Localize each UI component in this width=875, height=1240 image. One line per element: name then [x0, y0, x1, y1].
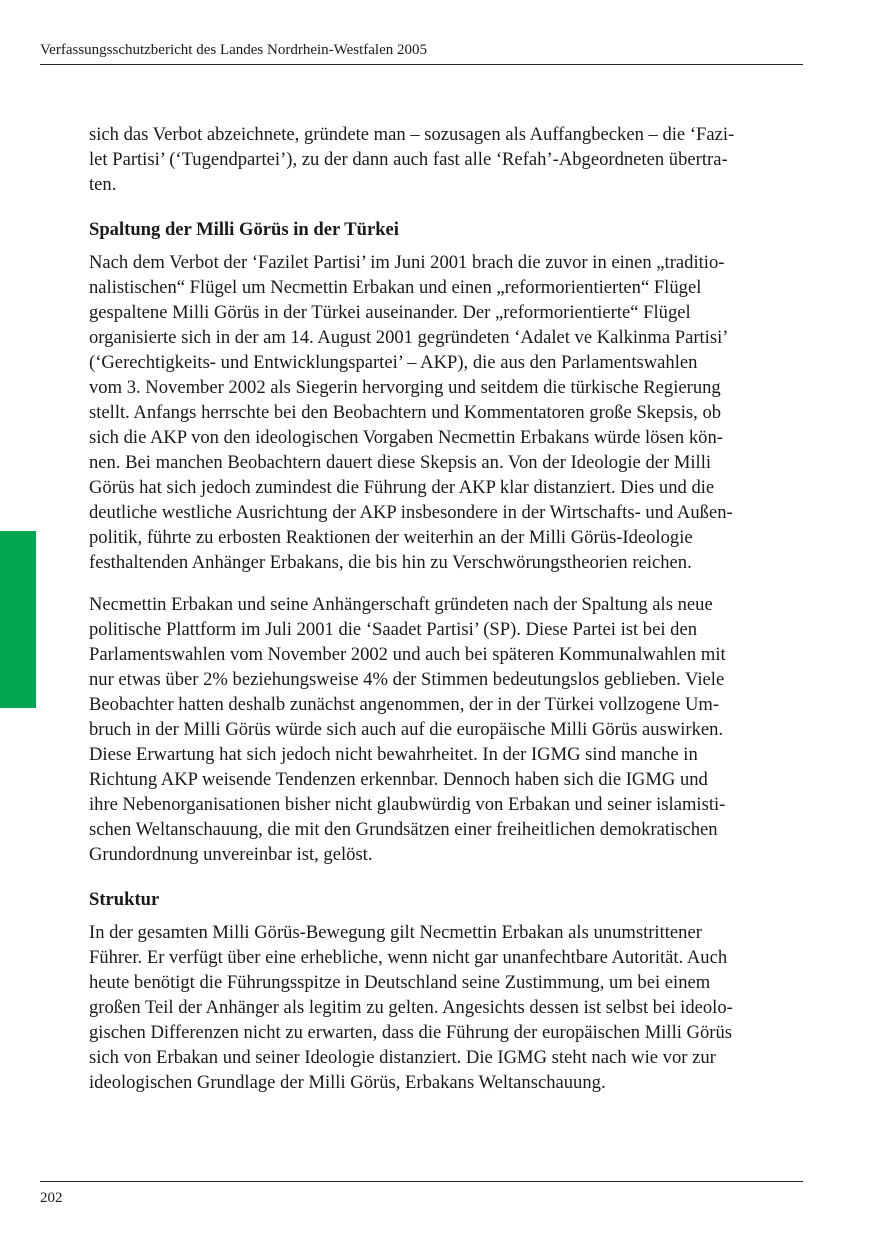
text-line: Parlamentswahlen vom November 2002 und auch bei späteren Kommunalwahlen mit: [89, 644, 726, 665]
text-line: ihre Nebenorganisationen bisher nicht glaubwürdig von Erbakan und seiner islamisti-: [89, 794, 726, 815]
footer-divider: [40, 1181, 803, 1182]
text-line: politik, führte zu erbosten Reaktionen der weiterhin an der Milli Görüs-Ideologie: [89, 527, 693, 548]
text-line: schen Weltanschauung, die mit den Grundsätzen einer freiheitlichen demokratischen: [89, 819, 718, 840]
text-line: festhaltenden Anhänger Erbakans, die bis hin zu Verschwörungstheorien reichen.: [89, 552, 692, 573]
text-line: sich von Erbakan und seiner Ideologie distanziert. Die IGMG steht nach wie vor zur: [89, 1047, 716, 1068]
section-color-marker: [0, 531, 36, 708]
text-line: großen Teil der Anhänger als legitim zu gelten. Angesichts dessen ist selbst bei ideolo-: [89, 997, 733, 1018]
section-heading-struktur: Struktur: [89, 889, 160, 910]
running-header: Verfassungsschutzbericht des Landes Nordrhein-Westfalen 2005: [40, 42, 428, 58]
text-line: organisierte sich in der am 14. August 2001 gegründeten ‘Adalet ve Kalkinma Partisi’: [89, 327, 729, 348]
text-line: politische Plattform im Juli 2001 die ‘Saadet Partisi’ (SP). Diese Partei ist bei den: [89, 619, 697, 640]
text-line: Grundordnung unvereinbar ist, gelöst.: [89, 844, 373, 865]
text-line: sich die AKP von den ideologischen Vorgaben Necmettin Erbakans würde lösen kön-: [89, 427, 723, 448]
text-line: nur etwas über 2% beziehungsweise 4% der Stimmen bedeutungslos geblieben. Viele: [89, 669, 725, 690]
text-line: bruch in der Milli Görüs würde sich auch auf die europäische Milli Görüs auswirken.: [89, 719, 724, 740]
spaltung-paragraph-1: [89, 250, 802, 575]
text-line: Necmettin Erbakan und seine Anhängerschaft gründeten nach der Spaltung als neue: [89, 594, 713, 615]
text-line: Führer. Er verfügt über eine erhebliche, wenn nicht gar unanfechtbare Autorität. Auch: [89, 947, 728, 968]
header-divider: [40, 64, 803, 65]
text-line: Görüs hat sich jedoch zumindest die Führung der AKP klar distanziert. Dies und die: [89, 477, 715, 498]
text-line: sich das Verbot abzeichnete, gründete man – sozusagen als Auffangbecken – die ‘Fazi-: [89, 124, 735, 145]
page-body: [89, 122, 802, 1095]
section-heading-spaltung: Spaltung der Milli Görüs in der Türkei: [89, 219, 399, 240]
text-line: heute benötigt die Führungsspitze in Deutschland seine Zustimmung, um bei einem: [89, 972, 711, 993]
text-line: ten.: [89, 174, 117, 195]
text-line: gischen Differenzen nicht zu erwarten, dass die Führung der europäischen Milli Görüs: [89, 1022, 733, 1043]
intro-paragraph: [89, 122, 802, 197]
text-line: nalistischen“ Flügel um Necmettin Erbakan und einen „reformorientierten“ Flügel: [89, 277, 702, 298]
text-line: Nach dem Verbot der ‘Fazilet Partisi’ im Juni 2001 brach die zuvor in einen „traditio-: [89, 252, 725, 273]
text-line: stellt. Anfangs herrschte bei den Beobachtern und Kommentatoren große Skepsis, ob: [89, 402, 722, 423]
text-line: In der gesamten Milli Görüs-Bewegung gilt Necmettin Erbakan als unumstrittener: [89, 922, 702, 943]
text-line: Richtung AKP weisende Tendenzen erkennbar. Dennoch haben sich die IGMG und: [89, 769, 708, 790]
struktur-paragraph: [89, 920, 802, 1095]
text-line: (‘Gerechtigkeits- und Entwicklungspartei’ – AKP), die aus den Parlamentswahlen: [89, 352, 698, 373]
text-line: gespaltene Milli Görüs in der Türkei auseinander. Der „reformorientierte“ Flügel: [89, 302, 691, 323]
text-line: nen. Bei manchen Beobachtern dauert diese Skepsis an. Von der Ideologie der Milli: [89, 452, 712, 473]
text-line: ideologischen Grundlage der Milli Görüs, Erbakans Weltanschauung.: [89, 1072, 606, 1093]
spaltung-paragraph-2: [89, 592, 802, 867]
text-line: Beobachter hatten deshalb zunächst angenommen, der in der Türkei vollzogene Um-: [89, 694, 720, 715]
text-line: vom 3. November 2002 als Siegerin hervorging und seitdem die türkische Regierung: [89, 377, 721, 398]
page-number: 202: [40, 1190, 63, 1206]
text-line: Diese Erwartung hat sich jedoch nicht bewahrheitet. In der IGMG sind manche in: [89, 744, 698, 765]
text-line: deutliche westliche Ausrichtung der AKP insbesondere in der Wirtschafts- und Außen-: [89, 502, 733, 523]
text-line: let Partisi’ (‘Tugendpartei’), zu der dann auch fast alle ‘Refah’-Abgeordneten übertra-: [89, 149, 728, 170]
